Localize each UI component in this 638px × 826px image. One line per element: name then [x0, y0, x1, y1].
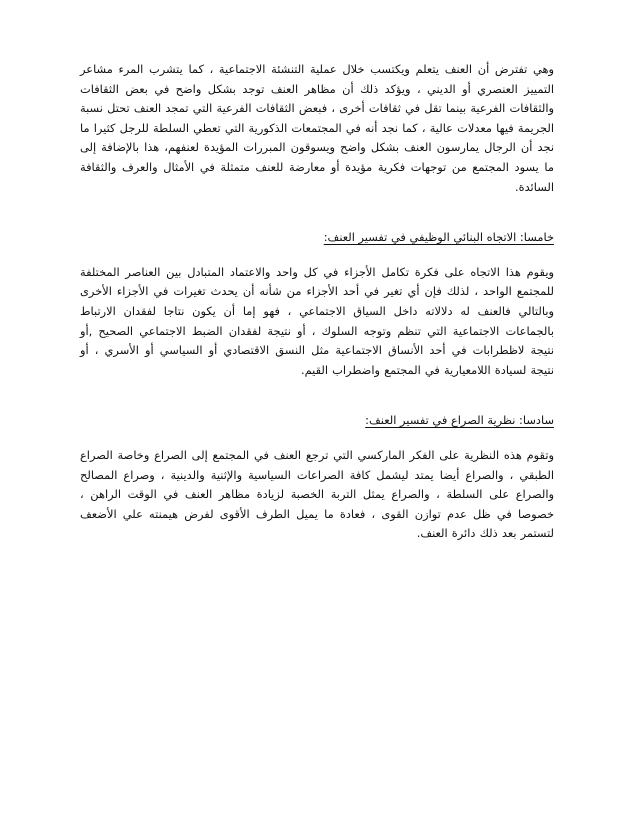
paragraph-functional-approach: ويقوم هذا الاتجاه على فكرة تكامل الأجزاء في كل واحد والاعتماد المتبادل بين العناصر المختلفة للمجتمع الواحد ، لذلك فإن أي تغير في أحد الأجزاء من شأنه أن يحدث تغيرات في الأجزاء الأخرى وبالتالي فالعنف له دلالاته داخل السياق الاجتماعي ، فهو إما أن يكون نتاجا لفقدان الارتباط بالجماعات الاجتماعية التي تنظم وتوجه السلوك ، أو نتيجة لفقدان الضبط الاجتماعي الصحيح ,أو نتيجة لاظطرابات في أحد الأنساق الاجتماعية مثل النسق الاقتصادي أو السياسي أو الأسري ، أو نتيجة لسيادة اللامعيارية في المجتمع واضطراب القيم.	[80, 264, 554, 377]
section-heading-functional: خامسا: الاتجاه البنائي الوظيفي في تفسير العنف:	[323, 230, 554, 245]
paragraph-social-learning: وهي تفترض أن العنف يتعلم ويكتسب خلال عملية التنشئة الاجتماعية ، كما يتشرب المرء مشاعر التمييز العنصري أو الديني ، ويؤكد ذلك أن مظاهر العنف توجد بشكل واضح في بعض الثقافات والثقافات الفرعية بينما تقل في ثقافات أخرى ، فبعض الثقافات الفرعية التي تمجد العنف تحتل نسبة الجريمة فيها معدلات عالية ، كما نجد أنه في المجتمعات الذكورية التي تعطي السلطة للرجل كثيرا ما نجد أن الرجال يمارسون العنف بشكل واضح ويسوقون المبررات المؤيدة لعنفهم، هذا بالإضافة إلى ما يسود المجتمع من توجهات فكرية مؤيدة أو معارضة للعنف متمثلة في الأمثال والعرف والثقافة السائدة.	[80, 62, 554, 194]
paragraph-conflict-theory: وتقوم هذه النظرية على الفكر الماركسي التي ترجع العنف في المجتمع إلى الصراع وخاصة الصراع الطبقي ، والصراع أيضا يمتد ليشمل كافة الصراعات السياسية والإثنية والدينية ، وصراع المصالح والصراع على السلطة ، والصراع يمثل التربة الخصبة لزيادة مظاهر العنف في الوقت الراهن ، خصوصا في ظل عدم توازن القوى ، فعادة ما يميل الطرف الأقوى لفرض هيمنته علي الأضعف لتستمر بعد ذلك دائرة العنف.	[80, 447, 554, 541]
section-heading-conflict: سادسا: نظرية الصراع في تفسير العنف:	[365, 413, 554, 428]
